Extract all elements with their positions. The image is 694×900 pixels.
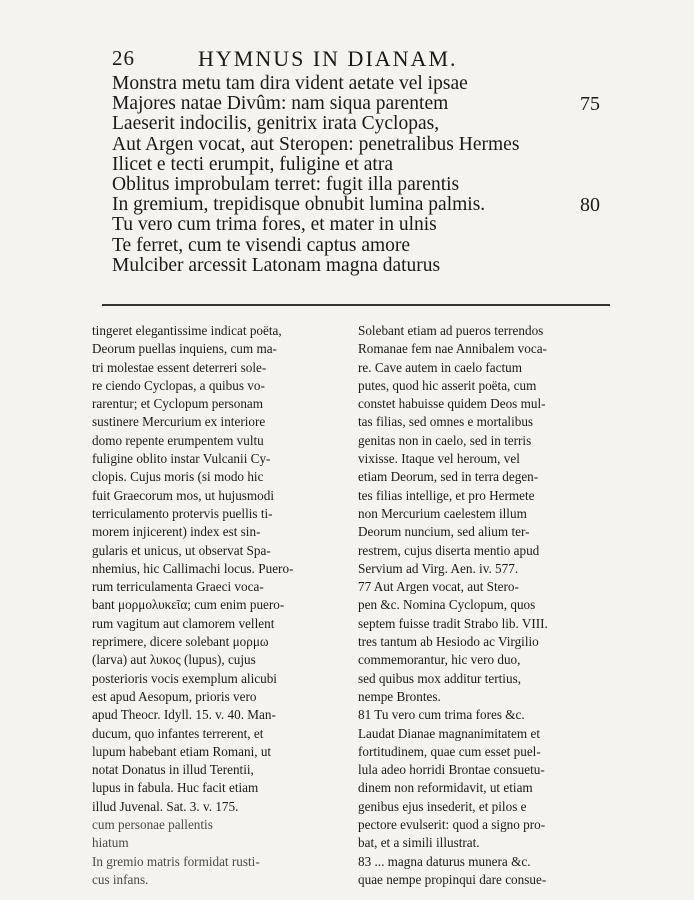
commentary-line: terriculamento protervis puellis ti- xyxy=(92,505,273,521)
commentary-line: rum vagitum aut clamorem vellent xyxy=(92,615,275,631)
commentary-line: quae nempe propinqui dare consue- xyxy=(358,871,547,887)
commentary-line: (larva) aut λυκος (lupus), cujus xyxy=(92,652,256,668)
commentary-line: bant μορμολυκεῖα; cum enim puero- xyxy=(92,597,285,613)
commentary-line: genitas non in caelo, sed in terris xyxy=(358,432,532,448)
commentary-line: re. Cave autem in caelo factum xyxy=(358,359,523,375)
commentary-line: cum personae pallentis xyxy=(92,817,213,833)
verse-line xyxy=(112,195,612,215)
verse-line xyxy=(112,135,612,155)
commentary-line: pen &c. Nomina Cyclopum, quos xyxy=(358,597,536,613)
commentary-line: vixisse. Itaque vel heroum, vel xyxy=(358,451,520,467)
commentary-line: rum terriculamenta Graeci voca- xyxy=(92,579,264,595)
commentary-line: fuligine oblito instar Vulcanii Cy- xyxy=(92,451,271,467)
commentary-line: Servium ad Virg. Aen. iv. 577. xyxy=(358,560,519,576)
verse-line xyxy=(112,175,612,195)
running-title: HYMNUS IN DIANAM. xyxy=(198,46,458,71)
commentary-line: cus infans. xyxy=(92,871,149,887)
commentary-line: fuit Graecorum mos, ut hujusmodi xyxy=(92,487,275,503)
commentary-left-column xyxy=(92,322,342,889)
verse-line xyxy=(112,155,612,175)
commentary-line: nempe Brontes. xyxy=(358,688,441,704)
commentary-line: In gremio matris formidat rusti- xyxy=(92,853,260,869)
commentary-line: commemorantur, hic vero duo, xyxy=(358,652,521,668)
commentary-line: Deorum nuncium, sed alium ter- xyxy=(358,524,530,540)
commentary-line: fortitudinem, quae cum esset puel- xyxy=(358,743,541,759)
commentary-line: Deorum puellas inquiens, cum ma- xyxy=(92,341,277,357)
divider-rule xyxy=(102,304,610,306)
commentary-line: dinem non reformidavit, ut etiam xyxy=(358,780,533,796)
commentary-line: bat, et a simili illustrat. xyxy=(358,835,480,851)
commentary-line: non Mercurium caelestem illum xyxy=(358,505,527,521)
verse-text: Aut Argen vocat, aut Steropen: penetralibus Hermes xyxy=(112,133,520,155)
commentary-line: lupus in fabula. Huc facit etiam xyxy=(92,780,259,796)
commentary-line: putes, quod hic asserit poëta, cum xyxy=(358,377,537,393)
commentary-line: 83 ... magna daturus munera &c. xyxy=(358,853,531,869)
verse-line xyxy=(112,256,612,276)
commentary-line: hiatum xyxy=(92,835,129,851)
commentary-line: constet habuisse quidem Deos mul- xyxy=(358,396,546,412)
commentary-line: morem injicerent) index est sin- xyxy=(92,524,261,540)
commentary-line: domo repente erumpentem vultu xyxy=(92,432,264,448)
commentary-line: Laudat Dianae magnanimitatem et xyxy=(358,725,540,741)
verse-line xyxy=(112,74,612,94)
commentary-line: illud Juvenal. Sat. 3. v. 175. xyxy=(92,798,239,814)
commentary-line: 77 Aut Argen vocat, aut Stero- xyxy=(358,579,519,595)
commentary-line: tas filias, sed omnes e mortalibus xyxy=(358,414,534,430)
verse-text: In gremium, trepidisque obnubit lumina palmis. xyxy=(112,194,486,216)
verse-line xyxy=(112,215,612,235)
commentary-line: clopis. Cujus moris (si modo hic xyxy=(92,469,264,485)
commentary-line: etiam Deorum, sed in terra degen- xyxy=(358,469,539,485)
commentary-line: restrem, cujus diserta mentio apud xyxy=(358,542,540,558)
commentary-line: 81 Tu vero cum trima fores &c. xyxy=(358,707,525,723)
verse-block xyxy=(112,74,612,276)
commentary-line: tres tantum ab Hesiodo ac Virgilio xyxy=(358,634,539,650)
commentary-line: septem fuisse tradit Strabo lib. VIII. xyxy=(358,615,548,631)
verse-text: Te ferret, cum te visendi captus amore xyxy=(112,234,411,256)
commentary-line: Romanae fem nae Annibalem voca- xyxy=(358,341,547,357)
commentary-line: reprimere, dicere solebant μορμω xyxy=(92,634,269,650)
commentary-line: sustinere Mercurium ex interiore xyxy=(92,414,266,430)
commentary-line: tingeret elegantissime indicat poëta, xyxy=(92,323,282,338)
verse-text: Majores natae Divûm: nam siqua parentem xyxy=(112,93,449,115)
commentary-right-column xyxy=(358,322,618,889)
commentary-line: nhemius, hic Callimachi locus. Puero- xyxy=(92,560,294,576)
commentary-line: sed quibus mox additur tertius, xyxy=(358,670,521,686)
verse-line xyxy=(112,236,612,256)
page-number: 26 xyxy=(112,46,135,70)
commentary-line: est apud Aesopum, prioris vero xyxy=(92,688,257,704)
commentary-line: lupum habebant etiam Romani, ut xyxy=(92,743,272,759)
verse-line xyxy=(112,94,612,114)
commentary-line: pectore evulserit: quod a signo pro- xyxy=(358,817,546,833)
commentary-line: ducum, quo infantes terrerent, et xyxy=(92,725,264,741)
verse-text: Ilicet e tecti erumpit, fuligine et atra xyxy=(112,153,393,175)
commentary-line: notat Donatus in illud Terentii, xyxy=(92,762,254,778)
commentary-line: posterioris vocis exemplum alicubi xyxy=(92,670,277,686)
verse-number: 75 xyxy=(580,93,600,116)
verse-text: Laeserit indocilis, genitrix irata Cyclopas, xyxy=(112,113,440,135)
verse-line xyxy=(112,114,612,134)
verse-text: Tu vero cum trima fores, et mater in ulnis xyxy=(112,214,437,236)
commentary-line: rarentur; et Cyclopum personam xyxy=(92,396,264,412)
commentary-line: genibus ejus insederit, et pilos e xyxy=(358,798,527,814)
verse-text: Mulciber arcessit Latonam magna daturus xyxy=(112,254,441,276)
commentary-line: lula adeo horridi Brontae consuetu- xyxy=(358,762,545,778)
commentary-line: re ciendo Cyclopas, a quibus vo- xyxy=(92,377,265,393)
commentary-line: tes filias intellige, et pro Hermete xyxy=(358,487,535,503)
commentary-line: apud Theocr. Idyll. 15. v. 40. Man- xyxy=(92,707,276,723)
commentary-line: tri molestae essent deterreri sole- xyxy=(92,359,267,375)
verse-text: Oblitus improbulam terret: fugit illa parentis xyxy=(112,173,460,195)
commentary-line: Solebant etiam ad pueros terrendos xyxy=(358,323,544,338)
verse-number: 80 xyxy=(580,194,600,217)
commentary-line: gularis et unicus, ut observat Spa- xyxy=(92,542,271,558)
verse-text: Monstra metu tam dira vident aetate vel ipsae xyxy=(112,73,468,94)
